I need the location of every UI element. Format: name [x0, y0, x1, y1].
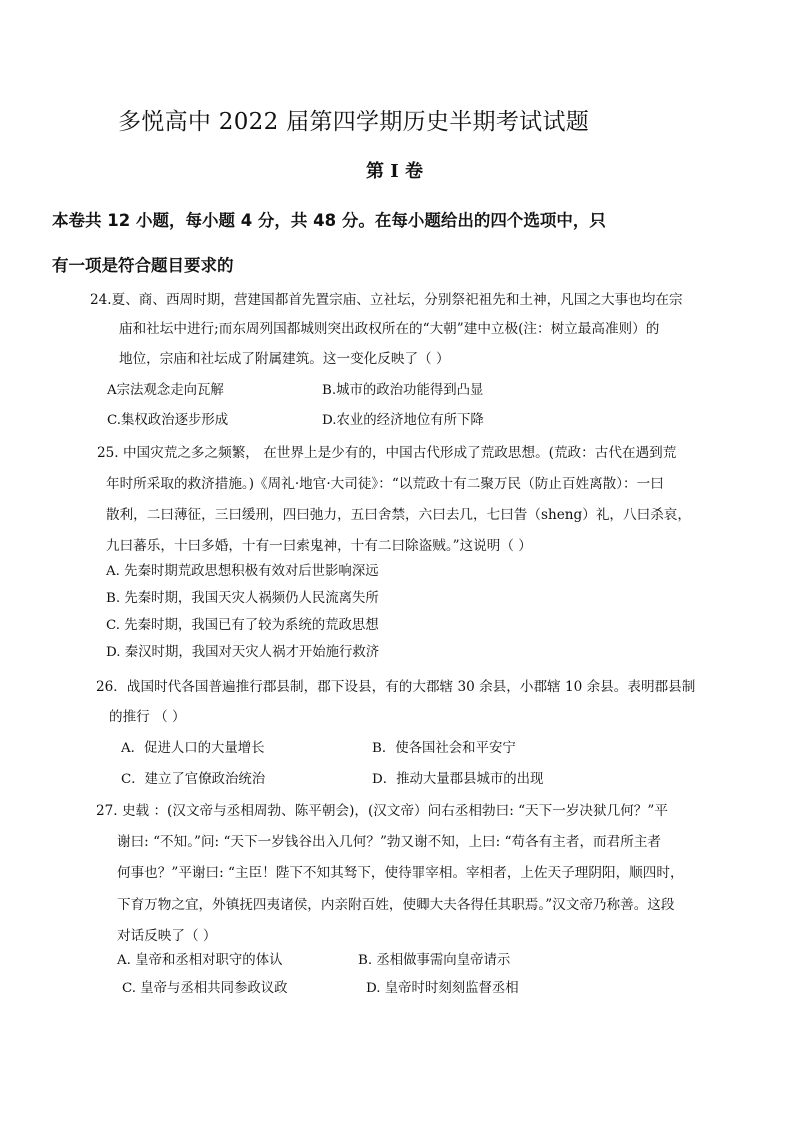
- option-b[interactable]: B. 丞相做事需向皇帝请示: [358, 953, 511, 968]
- question-text-line: 下育万物之宜，外镇抚四夷诸侯，内亲附百姓，使卿大夫各得任其职焉。”汉文帝乃称善。这段: [117, 897, 675, 913]
- question-text-line: 地位，宗庙和社坛成了附属建筑。这一变化反映了（ ）: [119, 351, 450, 367]
- question-text-line: 26．战国时代各国普遍推行郡县制，郡下设县，有的大郡辖 30 余县，小郡辖 10 余县。表明郡县制: [96, 679, 696, 695]
- option-c[interactable]: C.集权政治逐步形成: [107, 413, 229, 428]
- question-text-line: 的推行 （ ）: [109, 709, 186, 725]
- option-a[interactable]: A. 皇帝和丞相对职守的体认: [117, 953, 283, 968]
- option-b[interactable]: B. 先秦时期，我国天灾人祸频仍人民流离失所: [106, 591, 379, 606]
- question-text-line: 24.夏、商、西周时期，营建国都首先置宗庙、立社坛，分别祭祀祖先和土神，凡国之大事也均在宗: [90, 292, 683, 308]
- option-d[interactable]: D.农业的经济地位有所下降: [322, 413, 484, 428]
- option-d[interactable]: D. 皇帝时时刻刻监督丞相: [366, 981, 519, 996]
- option-b[interactable]: B.城市的政治功能得到凸显: [322, 383, 484, 398]
- option-d[interactable]: D. 秦汉时期，我国对天灾人祸才开始施行救济: [106, 645, 380, 660]
- instructions-line-1: 本卷共 12 小题，每小题 4 分，共 48 分。在每小题给出的四个选项中，只: [52, 211, 606, 230]
- question-text-line: 散利，二曰薄征，三曰缓刑，四曰弛力，五曰舍禁，六曰去几，七曰眚（sheng）礼，八曰杀哀，: [106, 507, 691, 523]
- option-a[interactable]: A. 先秦时期荒政思想积极有效对后世影响深远: [106, 564, 379, 579]
- instructions-line-2: 有一项是符合题目要求的: [52, 256, 234, 275]
- exam-title: 多悦高中 2022 届第四学期历史半期考试试题: [118, 109, 590, 135]
- question-text-line: 九曰蕃乐，十曰多婚，十有一曰索鬼神，十有二曰除盗贼。”这说明（ ）: [106, 538, 532, 554]
- question-text-line: 对话反映了（ ）: [117, 928, 217, 944]
- question-text-line: 谢曰: “不知。”问: “天下一岁钱谷出入几何？”勃又谢不知，上曰: “苟各有主者，而君所主者: [117, 834, 662, 850]
- option-a[interactable]: A．促进人口的大量增长: [121, 741, 265, 756]
- option-b[interactable]: B．使各国社会和平安宁: [372, 741, 516, 756]
- question-text-line: 庙和社坛中进行;而东周列国都城则突出政权所在的“大朝”建中立极(注：树立最高准则）的: [119, 321, 660, 337]
- option-a[interactable]: A宗法观念走向瓦解: [107, 383, 224, 398]
- section-heading: 第 I 卷: [366, 161, 423, 182]
- question-text-line: 何事也？”平谢曰: “主臣！陛下不知其驽下，使待罪宰相。宰相者，上佐天子理阴阳，顺四时，: [117, 865, 684, 881]
- option-c[interactable]: C．建立了官僚政治统治: [121, 772, 266, 787]
- question-text-line: 25. 中国灾荒之多之频繁， 在世界上是少有的，中国古代形成了荒政思想。(荒政：古代在遇到荒: [97, 445, 677, 461]
- option-c[interactable]: C. 皇帝与丞相共同参政议政: [122, 981, 288, 996]
- option-d[interactable]: D．推动大量郡县城市的出现: [372, 772, 544, 787]
- question-text-line: 27. 史载 ：(汉文帝与丞相周勃、陈平朝会)，(汉文帝）问右丞相勃曰: “天下一岁决狱几何？”平: [96, 803, 668, 819]
- question-text-line: 年时所采取的救济措施。)《周礼·地官·大司徒》：“以荒政十有二聚万民（防止百姓离散）：一曰: [106, 476, 664, 492]
- option-c[interactable]: C. 先秦时期，我国已有了较为系统的荒政思想: [106, 618, 379, 633]
